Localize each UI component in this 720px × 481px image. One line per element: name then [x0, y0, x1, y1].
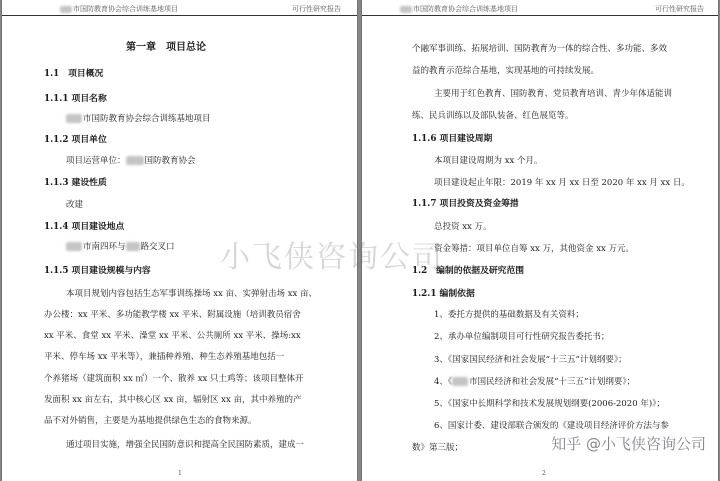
watermark-center: 小飞侠咨询公司 — [220, 240, 444, 275]
body-line: 办公楼：xx 平米、多功能教学楼 xx 平米、附属设施（培训教员宿舍 — [44, 310, 301, 320]
body-line: 项目建设起止年限：2019 年 xx 月 xx 日至 2020 年 xx 月 xx 日。 — [434, 178, 690, 188]
basis-item: 4、《 市国民经济和社会发展“十三五”计划纲要》； — [434, 377, 636, 387]
subsection-heading: 1.1.3 建设性质 — [44, 178, 107, 188]
page-header — [2, 3, 357, 16]
section-heading: 1.2 编制的依据及研究范围 — [412, 266, 525, 276]
operator-line: 项目运营单位： 国防教育协会 — [66, 156, 196, 166]
body-line: 资金筹措：项目单位自筹 xx 万，其他资金 xx 万元。 — [434, 244, 634, 254]
body-line: 发面积 xx 亩左右，其中核心区 xx 亩，辐射区 xx 亩，其中养殖的产 — [44, 395, 302, 405]
subsection-heading: 1.1.7 项目投资及资金筹措 — [412, 199, 519, 209]
basis-item: 1、委托方提供的基础数据及有关资料； — [434, 310, 584, 320]
project-name: 市国防教育协会综合训练基地项目 — [66, 114, 211, 125]
body-line: 益的教育示范综合基地，实现基地的可持续发展。 — [412, 66, 600, 76]
basis-item: 5、《国家中长期科学和技术发展规划纲要(2006-2020 年)》； — [434, 399, 665, 409]
subsection-heading: 1.1.2 项目单位 — [44, 135, 107, 145]
header-left: 市国防教育协会综合训练基地项目 — [400, 4, 518, 14]
page-number: 1 — [178, 470, 182, 477]
basis-item: 6、国家计委、建设部联合颁发的《建设项目经济评价方法与参 — [434, 421, 669, 431]
subsection-heading: 1.1.5 项目建设规模与内容 — [44, 266, 151, 276]
body-line: xx 平米、食堂 xx 平米、澡堂 xx 平米、公共厕所 xx 平米、操场:xx — [44, 331, 301, 341]
location-line: 市南四环与 路交叉口 — [66, 242, 175, 253]
header-right: 可行性研究报告 — [292, 5, 341, 13]
subsection-heading: 1.2.1 编制依据 — [412, 289, 475, 299]
body-line: 练、民兵训练以及部队装备、红色展览等。 — [412, 111, 574, 121]
page-number: 2 — [542, 470, 546, 477]
construction-nature: 改建 — [66, 200, 84, 210]
body-line: 品不对外销售，主要是为基地提供绿色生态的食物来源。 — [44, 416, 257, 426]
basis-item: 2、承办单位编制项目可行性研究报告委托书； — [434, 332, 610, 342]
body-line: 主要用于红色教育、国防教育、党员教育培训、青少年体适能训 — [434, 89, 673, 99]
body-line: 本项目建设周期为 xx 个月。 — [434, 156, 543, 166]
header-right: 可行性研究报告 — [655, 5, 704, 13]
subsection-heading: 1.1.1 项目名称 — [44, 94, 107, 104]
body-line: 总投资 xx 万。 — [434, 222, 492, 232]
section-heading: 1.1 项目概况 — [44, 69, 104, 79]
basis-item: 3、《国家国民经济和社会发展“十三五”计划纲要》； — [434, 355, 627, 365]
body-line: 平米、停车场 xx 平米等），兼插种养殖、种生态养殖基地包括一 — [44, 352, 285, 362]
body-line: 个融军事训练、拓展培训、国防教育为一体的综合性、多功能、多效 — [412, 44, 668, 54]
page-header — [362, 3, 718, 16]
subsection-heading: 1.1.6 项目建设周期 — [412, 134, 493, 144]
body-line: 个养猪场（建筑面积 xx ㎡）一个、散养 xx 只土鸡等；该项目整体开 — [44, 374, 304, 384]
body-line: 本项目规划内容包括生态军事训练操场 xx 亩、实弹射击场 xx 亩、 — [66, 289, 317, 299]
body-line: 通过项目实施，增强全民国防意识和提高全民国防素质，建成一 — [66, 440, 305, 450]
header-left: 市国防教育协会综合训练基地项目 — [60, 4, 178, 14]
basis-item: 数》第三版； — [412, 443, 464, 453]
watermark-corner: 知乎 @小飞侠咨询公司 — [551, 435, 706, 453]
subsection-heading: 1.1.4 项目建设地点 — [44, 222, 125, 232]
chapter-title: 第一章 项目总论 — [126, 42, 206, 53]
